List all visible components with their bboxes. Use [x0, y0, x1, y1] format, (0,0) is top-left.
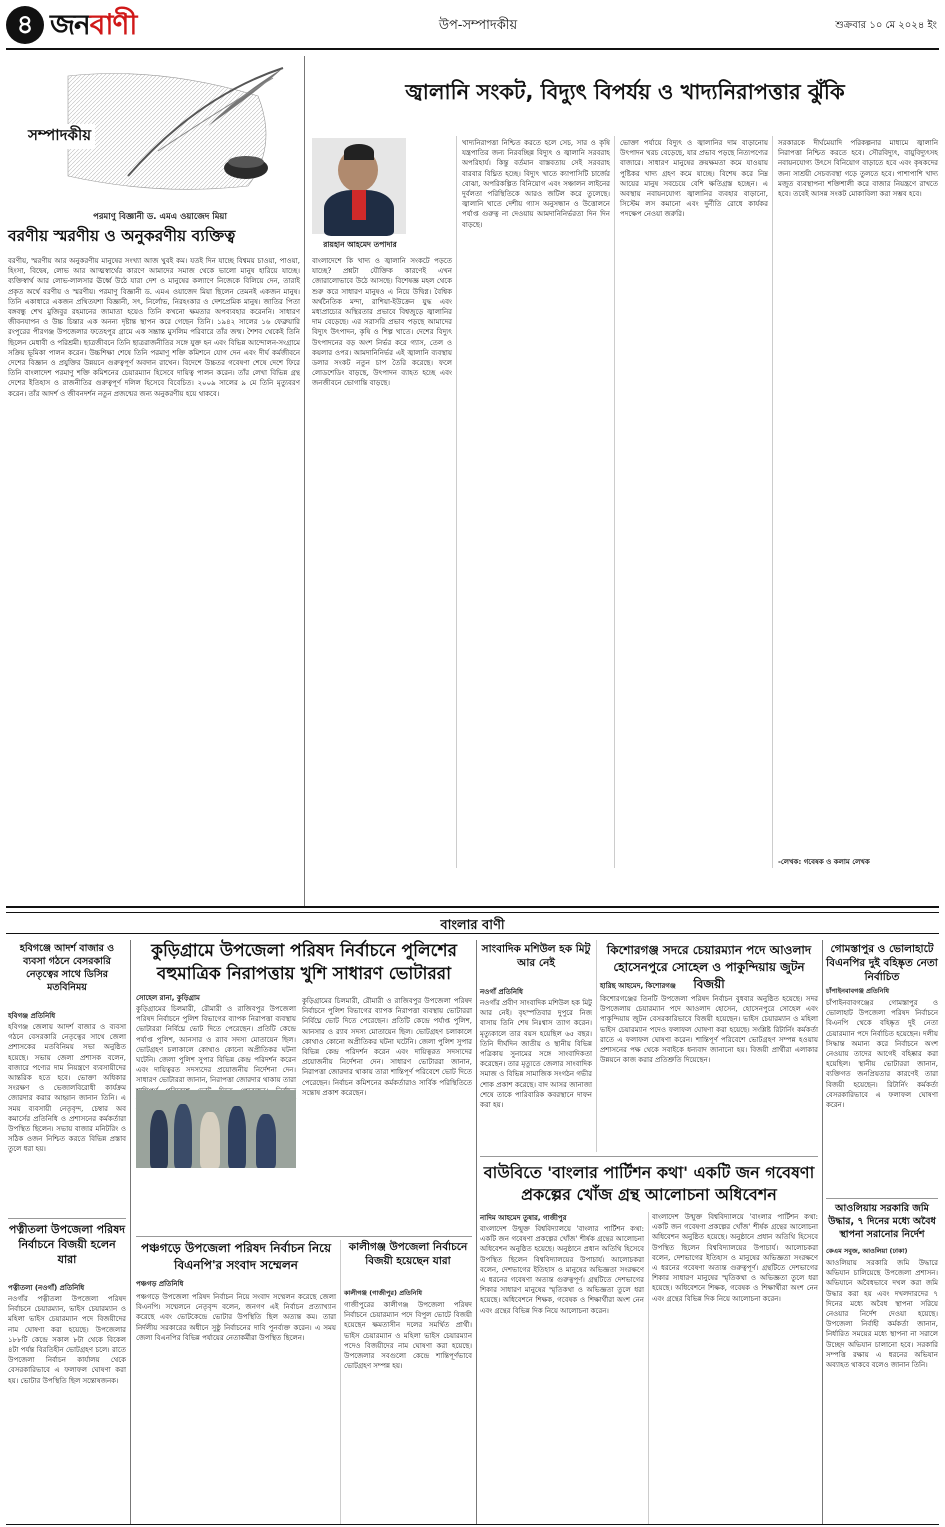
news-kaliganj-body: গাজীপুরের কালীগঞ্জ উপজেলা পরিষদ নির্বাচনে চেয়ারম্যান পদে বিপুল ভোটে বিজয়ী হয়েছেন ক্ষমতাসীন দলের সমর্থিত প্রার্থী। ভাইস চেয়ারম্যান ও মহিলা ভাইস চেয়ারম্যান পদেও বিজয়ীদের নাম ঘোষণা করা হয়েছে। উপজেলার সবগুলো কেন্দ্রে শান্তিপূর্ণভাবে ভোটগ্রহণ সম্পন্ন হয়। — [344, 1301, 472, 1371]
news-bou-byline: নাদিম আহমেদ তুষার, গাজীপুর — [480, 1214, 567, 1222]
lead-headline: জ্বালানি সংকট, বিদ্যুৎ বিপর্যয় ও খাদ্যনিরাপত্তার ঝুঁকি — [405, 80, 845, 104]
police-voters-photo — [136, 1090, 296, 1168]
news-kurigram-body: কুড়িগ্রামের চিলমারী, রৌমারী ও রাজিবপুর উপজেলা পরিষদ নির্বাচনে পুলিশ বিভাগের ব্যাপক নিরাপত্তা ব্যবস্থায় ভোটাররা নির্বিঘ্নে ভোট দিতে পেরেছেন। প্রতিটি কেন্দ্রে পর্যাপ্ত পুলিশ, আনসার ও র‍্যাব সদস্য মোতায়েন ছিল। ভোটগ্রহণ চলাকালে কোথাও কোনো অপ্রীতিকর ঘটনা ঘটেনি। জেলা পুলিশ সুপার বিভিন্ন কেন্দ্র পরিদর্শন করেন এবং দায়িত্বরত সদস্যদের প্রয়োজনীয় নির্দেশনা দেন। সাধারণ ভোটাররা জানান, নিরাপত্তা জোরদার থাকায় তারা — [136, 1005, 296, 1085]
news-hobiganj-title: হবিগঞ্জে আদর্শ বাজার ও ব্যবসা গঠনে বেসরকারি নেতৃত্বের সাথে ডিসির মতবিনিময় — [19, 943, 115, 993]
news-hobiganj-body: হবিগঞ্জ জেলায় আদর্শ বাজার ও ব্যবসা গঠনে বেসরকারি নেতৃত্বের সাথে জেলা প্রশাসকের মতবিনিময় সভা অনুষ্ঠিত হয়েছে। সভায় জেলা প্রশাসক বলেন, বাজারে পণ্যের দাম নিয়ন্ত্রণে ব্যবসায়ীদের আন্তরিক হতে হবে। ভোক্তা অধিকার সংরক্ষণ ও ভেজালবিরোধী কার্যক্রম জোরদার করার আহ্বান জানান তিনি। এ সময় ব্যবসায়ী নেতৃবৃন্দ, চেম্বার অব কমার্সের প্রতিনিধি ও প্রশাসনের কর্মকর্তারা উপস্থিত ছিলেন। সভায় বাজার মনিটরিং ও সঠিক ওজন নিশ্চিত করতে বিভিন্ন প্রস্তাব তুলে ধরা হয়। — [8, 1023, 126, 1154]
editorial-byline: পরমাণু বিজ্ঞানী ড. এমএ ওয়াজেদ মিয়া — [93, 212, 227, 222]
lead-column-4: সরকারকে দীর্ঘমেয়াদি পরিকল্পনার মাধ্যমে জ্বালানি নিরাপত্তা নিশ্চিত করতে হবে। সৌরবিদ্যুৎ, বায়ুবিদ্যুৎসহ নবায়নযোগ্য উৎসে বিনিয়োগ বাড়াতে হবে এবং কৃষকদের জন্য সাশ্রয়ী সেচব্যবস্থা গড়ে তুলতে হবে। পাশাপাশি খাদ্য মজুত ব্যবস্থাপনা শক্তিশালী করে বাজার নিয়ন্ত্রণে রাখতে হবে। তবেই আসন্ন সংকট মোকাবিলা করা সম্ভব হবে। — [778, 139, 938, 199]
news-kurigram-title: কুড়িগ্রামে উপজেলা পরিষদ নির্বাচনে পুলিশের বহুমাত্রিক নিরাপত্তায় খুশি সাধারণ ভোটাররা — [151, 941, 457, 984]
news-panchagarh-title: পঞ্চগড়ে উপজেলা পরিষদ নির্বাচন নিয়ে বিএনপি'র সংবাদ সম্মেলন — [140, 1241, 332, 1272]
brand-name-part2: বাণী — [89, 8, 137, 41]
news-kurigram-body-2: কুড়িগ্রামের চিলমারী, রৌমারী ও রাজিবপুর উপজেলা পরিষদ নির্বাচনে পুলিশ বিভাগের ব্যাপক নিরাপত্তা ব্যবস্থায় ভোটাররা নির্বিঘ্নে ভোট দিতে পেরেছেন। প্রতিটি কেন্দ্রে পর্যাপ্ত পুলিশ, আনসার ও র‍্যাব সদস্য মোতায়েন ছিল। ভোটগ্রহণ চলাকালে কোথাও কোনো অপ্রীতিকর ঘটনা ঘটেনি। জেলা পুলিশ সুপার বিভিন্ন কেন্দ্র পরিদর্শন করেন এবং দায়িত্বরত সদস্যদের প্রয়োজনীয় নির্দেশনা দেন। সাধারণ ভোটাররা জানান, নিরাপত্তা জোরদার থাকায় তারা শান্তিপূর্ণ পরিবেশে ভোট দিতে পেরেছেন। নির্বাচন কমিশনের কর্মকর্তারাও সার্বিক পরিস্থিতিতে সন্তোষ প্রকাশ করেছেন। — [302, 997, 472, 1097]
masthead-logo — [6, 6, 146, 44]
column-divider — [304, 56, 305, 906]
news-kaliganj-title: কালীগঞ্জ উপজেলা নির্বাচনে বিজয়ী হয়েছেন যারা — [348, 1241, 468, 1267]
news-bou-body-1: বাংলাদেশ উন্মুক্ত বিশ্ববিদ্যালয়ে 'বাংলার পার্টিশন কথা: একটি জন গবেষণা প্রকল্পের খোঁজ' শীর্ষক গ্রন্থের আলোচনা অধিবেশন অনুষ্ঠিত হয়েছে। অনুষ্ঠানে প্রধান অতিথি হিসেবে উপস্থিত ছিলেন বিশ্ববিদ্যালয়ের উপাচার্য। আলোচকরা বলেন, দেশভাগের ইতিহাস ও মানুষের অভিজ্ঞতা সংরক্ষণে এ ধরনের গবেষণা অত্যন্ত গুরুত্বপূর্ণ। গ্রন্থটিতে দেশভাগের শিকার সাধারণ মানুষের স্মৃতিকথা ও অভিজ্ঞতা তুলে ধরা হয়েছে। অধিবেশনে শিক্ষক, গবেষক ও শিক্ষার্থীরা অংশ নেন এবং গ্রন্থের বিভিন্ন দিক নিয়ে আলোচনা করেন। — [480, 1225, 644, 1315]
editorial-body: বরণীয়, স্মরণীয় আর অনুকরণীয় মানুষের সংখ্যা আজ খুবই কম। যতই দিন যাচ্ছে বিশ্বময় চাওয়া, পাওয়া, হিংসা, বিদ্বেষ, লোভ আর আত্মস্বার্থের কারণে আমাদের সমাজ থেকে ভালো মানুষ হারিয়ে যাচ্ছে। ব্যক্তিস্বার্থ আর লোভ-লালসার ঊর্ধ্বে উঠে যারা দেশ ও মানুষের কল্যাণে নিজেকে বিলিয়ে দেন, তারাই প্রকৃত অর্থে বরণীয় ও স্মরণীয়। পরমাণু বিজ্ঞানী ড. এমএ ওয়াজেদ মিয়া ছিলেন তেমনই একজন মানুষ। তিনি একাধারে একজন প্রথিতযশা বিজ্ঞানী, সৎ, নির্লোভ, নিরহংকার ও দেশপ্রেমিক মানুষ। জাতির পিতা বঙ্গবন্ধু শেখ মুজিবুর রহমানের জামাতা হয়েও তিনি কখনো ক্ষমতার অপব্যবহার করেননি। সাধারণ জীবনযাপন ও উচ্চ চিন্তার এক অনন্য দৃষ্টান্ত স্থাপন করে গেছেন তিনি। ১৯৪২ সালের ১৬ ফেব্রুয়ারি রংপুরের পীরগঞ্জ উপজেলার ফতেহপুর গ্রামে এক সম্ভ্রান্ত মুসলিম পরিবারে তাঁর জন্ম। শৈশব থেকেই তিনি ছিলেন মেধাবী ও পরিশ্রমী। ছাত্রজীবনে তিনি ছাত্ররাজনীতির সঙ্গে যুক্ত হন এবং বিভিন্ন আন্দোলন-সংগ্রামে সক্রিয় ভূমিকা পালন করেন। উচ্চশিক্ষা শেষে তিনি পরমাণু শক্তি কমিশনে যোগ দেন এবং দীর্ঘ কর্মজীবনে দেশের বিজ্ঞান ও প্রযুক্তির উন্নয়নে গুরুত্বপূর্ণ অবদান রাখেন। বিদেশে উচ্চতর গবেষণা শেষে দেশে ফিরে তিনি বাংলাদেশ পরমাণু শক্তি কমিশনের চেয়ারম্যান হিসেবে দায়িত্ব পালন করেন। তাঁর লেখা বিভিন্ন গ্রন্থ দেশের ইতিহাস ও রাজনীতির গুরুত্বপূর্ণ দলিল হিসেবে বিবেচিত। ২০০৯ সালের ৯ মে তিনি মৃত্যুবরণ করেন। তাঁর আদর্শ ও জীবনদর্শন নতুন প্রজন্মের জন্য অনুকরণীয় হয়ে থাকবে। — [8, 257, 300, 398]
lead-column-1: বাংলাদেশে কি খাদ্য ও জ্বালানি সংকটে পড়তে যাচ্ছে? প্রশ্নটা যৌক্তিক কারণেই এখন জোরালোভাবে উঠে আসছে। বিশেষজ্ঞ মহল থেকে শুরু করে সাধারণ মানুষও এ নিয়ে উদ্বিগ্ন। বৈশ্বিক অর্থনৈতিক মন্দা, রাশিয়া-ইউক্রেন যুদ্ধ এবং মধ্যপ্রাচ্যের অস্থিরতার প্রভাবে বিশ্বজুড়ে জ্বালানির দাম বেড়েছে। এর সরাসরি প্রভাব পড়ছে আমাদের বিদ্যুৎ উৎপাদন, কৃষি ও শিল্প খাতে। দেশের বিদ্যুৎ উৎপাদনের বড় অংশ নির্ভর করে গ্যাস, তেল ও কয়লার ওপর। আমদানিনির্ভর এই জ্বালানি ব্যবস্থায় ডলার সংকট নতুন চাপ তৈরি করেছে। ফলে লোডশেডিং বাড়ছে, উৎপাদন ব্যাহত হচ্ছে এবং জনজীবনে ভোগান্তি বাড়ছে। — [312, 257, 452, 388]
brand-name-part1: জন — [50, 8, 90, 41]
news-kishoreganj-body: কিশোরগঞ্জের তিনটি উপজেলা পরিষদ নির্বাচন বুধবার অনুষ্ঠিত হয়েছে। সদর উপজেলায় চেয়ারম্যান পদে আওলাদ হোসেন, হোসেনপুরে সোহেল এবং পাকুন্দিয়ায় জুটন বেসরকারিভাবে বিজয়ী হয়েছেন। ভাইস চেয়ারম্যান ও মহিলা ভাইস চেয়ারম্যান পদেও ফলাফল ঘোষণা করা হয়েছে। সংশ্লিষ্ট রিটার্নিং কর্মকর্তা রাতে এ ফলাফল ঘোষণা করেন। শান্তিপূর্ণ পরিবেশে ভোটগ্রহণ সম্পন্ন হওয়ায় প্রশাসনের পক্ষ থেকে সবাইকে ধন্যবাদ জানানো হয়। বিজয়ী প্রার্থীরা এলাকার উন্নয়নে কাজ করার প্রতিশ্রুতি দিয়েছেন। — [600, 995, 818, 1065]
news-panchagarh-body: পঞ্চগড়ে উপজেলা পরিষদ নির্বাচন নিয়ে সংবাদ সম্মেলন করেছে জেলা বিএনপি। সম্মেলনে নেতৃবৃন্দ বলেন, জনগণ এই নির্বাচন প্রত্যাখ্যান করেছে এবং ভোটকেন্দ্রে ভোটার উপস্থিতি ছিল অত্যন্ত কম। তারা নির্দলীয় সরকারের অধীনে সুষ্ঠু নির্বাচনের দাবি পুনর্ব্যক্ত করেন। এ সময় জেলা বিএনপির বিভিন্ন পর্যায়ের নেতাকর্মীরা উপস্থিত ছিলেন। — [136, 1293, 336, 1342]
news-potnitola-body: নওগাঁর পত্নীতলা উপজেলা পরিষদ নির্বাচনে চেয়ারম্যান, ভাইস চেয়ারম্যান ও মহিলা ভাইস চেয়ারম্যান পদে বিজয়ীদের নাম ঘোষণা করা হয়েছে। উপজেলার ১৮৮টি কেন্দ্রে সকাল ৮টা থেকে বিকেল ৪টা পর্যন্ত বিরতিহীন ভোটগ্রহণ চলে। রাতে উপজেলা নির্বাচন কার্যালয় থেকে বেসরকারিভাবে এ ফলাফল ঘোষণা করা হয়। ভোটার উপস্থিতি ছিল সন্তোষজনক। — [8, 1295, 126, 1385]
lead-column-2: খাদ্যনিরাপত্তা নিশ্চিত করতে হলে সেচ, সার ও কৃষি যন্ত্রপাতির জন্য নিরবচ্ছিন্ন বিদ্যুৎ ও জ্বালানি সরবরাহ অপরিহার্য। কিন্তু বর্তমান বাস্তবতায় সেই সরবরাহ বারবার বিঘ্নিত হচ্ছে। বিদ্যুৎ খাতে ক্যাপাসিটি চার্জের বোঝা, অপরিকল্পিত বিনিয়োগ এবং সঞ্চালন লাইনের দুর্বলতা পরিস্থিতিকে আরও জটিল করে তুলেছে। জ্বালানি খাতে দেশীয় গ্যাস অনুসন্ধান ও উত্তোলনে পর্যাপ্ত গুরুত্ব না দেওয়ায় আমদানিনির্ভরতা দিন দিন বাড়ছে। — [462, 139, 610, 229]
news-kaliganj-byline: কালীগঞ্জ (গাজীপুর) প্রতিনিধি — [344, 1289, 423, 1297]
news-aulia-title: আওলিয়ায় সরকারি জমি উদ্ধার, ৭ দিনের মধ্যে অবৈধ স্থাপনা সরানোর নির্দেশ — [828, 1203, 936, 1240]
lead-author: রায়হান আহমেদ তপাদার — [323, 240, 397, 249]
news-hobiganj-byline: হবিগঞ্জ প্রতিনিধি — [8, 1012, 56, 1020]
news-kishoreganj-byline: হারিছ আহমেদ, কিশোরগঞ্জ — [600, 982, 676, 990]
news-journalist-byline: নওগাঁ প্রতিনিধি — [480, 988, 523, 996]
header-rule — [6, 48, 939, 50]
lead-column-3: ভোক্তা পর্যায়ে বিদ্যুৎ ও জ্বালানির দাম বাড়ানোয় উৎপাদন খরচ বেড়েছে, যার প্রভাব পড়ছে নিত্যপণ্যের বাজারে। সাধারণ মানুষের ক্রয়ক্ষমতা কমে যাওয়ায় পুষ্টিকর খাদ্য গ্রহণ কমে যাচ্ছে। বিশেষ করে নিম্ন আয়ের মানুষ সবচেয়ে বেশি ক্ষতিগ্রস্ত হচ্ছেন। এ অবস্থায় নবায়নযোগ্য জ্বালানির ব্যবহার বাড়ানো, সিস্টেম লস কমানো এবং দুর্নীতি রোধে কার্যকর পদক্ষেপ নেওয়া জরুরি। — [620, 139, 768, 219]
news-journalist-title: সাংবাদিক মশিউল হক মিটু আর নেই — [481, 943, 591, 969]
editorial-illustration — [8, 56, 296, 206]
editorial-label: সম্পাদকীয় — [24, 124, 95, 149]
news-bou-body-2: বাংলাদেশ উন্মুক্ত বিশ্ববিদ্যালয়ে 'বাংলার পার্টিশন কথা: একটি জন গবেষণা প্রকল্পের খোঁজ' শীর্ষক গ্রন্থের আলোচনা অধিবেশন অনুষ্ঠিত হয়েছে। অনুষ্ঠানে প্রধান অতিথি হিসেবে উপস্থিত ছিলেন বিশ্ববিদ্যালয়ের উপাচার্য। আলোচকরা বলেন, দেশভাগের ইতিহাস ও মানুষের অভিজ্ঞতা সংরক্ষণে এ ধরনের গবেষণা অত্যন্ত গুরুত্বপূর্ণ। গ্রন্থটিতে দেশভাগের শিকার সাধারণ মানুষের স্মৃতিকথা ও অভিজ্ঞতা তুলে ধরা হয়েছে। অধিবেশনে শিক্ষক, গবেষক ও শিক্ষার্থীরা অংশ নেন এবং গ্রন্থের বিভিন্ন দিক নিয়ে আলোচনা করেন। — [652, 1213, 818, 1303]
news-potnitola-byline: পত্নীতলা (নওগাঁ) প্রতিনিধি — [8, 1284, 85, 1292]
news-kishoreganj-title: কিশোরগঞ্জ সদরে চেয়ারম্যান পদে আওলাদ হোসেনপুরে সোহেল ও পাকুন্দিয়ায় জুটন বিজয়ী — [606, 943, 812, 991]
news-band-label: বাংলার বাণী — [440, 918, 505, 933]
news-bou-title: বাউবিতে 'বাংলার পার্টিশন কথা' একটি জন গবেষণা প্রকল্পের খোঁজ গ্রন্থ আলোচনা অধিবেশন — [483, 1163, 815, 1204]
news-potnitola-title: পত্নীতলা উপজেলা পরিষদ নির্বাচনে বিজয়ী হলেন যারা — [8, 1223, 126, 1266]
news-gomostapur-title: গোমস্তাপুর ও ভোলাহাটে বিএনপির দুই বহিষ্কৃত নেতা নির্বাচিত — [826, 943, 938, 983]
editorial-title: বরণীয় স্মরণীয় ও অনুকরণীয় ব্যক্তিত্ব — [8, 227, 236, 245]
page-number: ৪ — [6, 6, 44, 44]
news-aulia-body: আওলিয়ায় সরকারি জমি উদ্ধারে অভিযান চালিয়েছে উপজেলা প্রশাসন। অভিযানে অবৈধভাবে দখল করা জমি উদ্ধার করা হয় এবং দখলদারদের ৭ দিনের মধ্যে অবৈধ স্থাপনা সরিয়ে নেওয়ার নির্দেশ দেওয়া হয়েছে। উপজেলা নির্বাহী কর্মকর্তা জানান, নির্ধারিত সময়ের মধ্যে স্থাপনা না সরালে উচ্ছেদ অভিযান চালানো হবে। সরকারি সম্পত্তি রক্ষায় এ ধরনের অভিযান অব্যাহত থাকবে বলেও জানান তিনি। — [826, 1259, 938, 1370]
section-label: উপ-সম্পাদকীয় — [438, 18, 518, 33]
author-photo — [312, 138, 406, 234]
issue-date: শুক্রবার ১০ মে ২০২৪ ইং — [835, 20, 937, 31]
news-gomostapur-byline: চাঁপাইনবাবগঞ্জ প্রতিনিধি — [826, 987, 889, 995]
news-gomostapur-body: চাঁপাইনবাবগঞ্জের গোমস্তাপুর ও ভোলাহাট উপজেলা পরিষদ নির্বাচনে বিএনপি থেকে বহিষ্কৃত দুই নেতা চেয়ারম্যান পদে নির্বাচিত হয়েছেন। দলীয় সিদ্ধান্ত অমান্য করে নির্বাচনে অংশ নেওয়ায় তাদের আগেই বহিষ্কার করা হয়েছিল। স্থানীয় ভোটাররা জানান, ব্যক্তিগত জনপ্রিয়তার কারণেই তারা বিজয়ী হয়েছেন। রিটার্নিং কর্মকর্তা বেসরকারিভাবে এ ফলাফল ঘোষণা করেন। — [826, 999, 938, 1110]
news-aulia-byline: কেএম সবুজ, আওলিয়া (ঢাকা) — [826, 1247, 908, 1255]
news-kurigram-byline: সোহেল রানা, কুড়িগ্রাম — [136, 994, 200, 1002]
news-band — [6, 912, 939, 934]
news-journalist-body: নওগাঁর প্রবীণ সাংবাদিক মশিউল হক মিটু আর নেই। বৃহস্পতিবার দুপুরে নিজ বাসায় তিনি শেষ নিঃশ্বাস ত্যাগ করেন। মৃত্যুকালে তার বয়স হয়েছিল ৬৫ বছর। তিনি দীর্ঘদিন জাতীয় ও স্থানীয় বিভিন্ন পত্রিকায় সুনামের সঙ্গে সাংবাদিকতা করেছেন। তার মৃত্যুতে জেলার সাংবাদিক সমাজ ও বিভিন্ন সামাজিক সংগঠন গভীর শোক প্রকাশ করেছে। বাদ আসর জানাজা শেষে তাকে পারিবারিক কবরস্থানে দাফন করা হয়। — [480, 999, 592, 1110]
lead-signature: -লেখক: গবেষক ও কলাম লেখক — [778, 858, 870, 866]
news-panchagarh-byline: পঞ্চগড় প্রতিনিধি — [136, 1280, 184, 1288]
